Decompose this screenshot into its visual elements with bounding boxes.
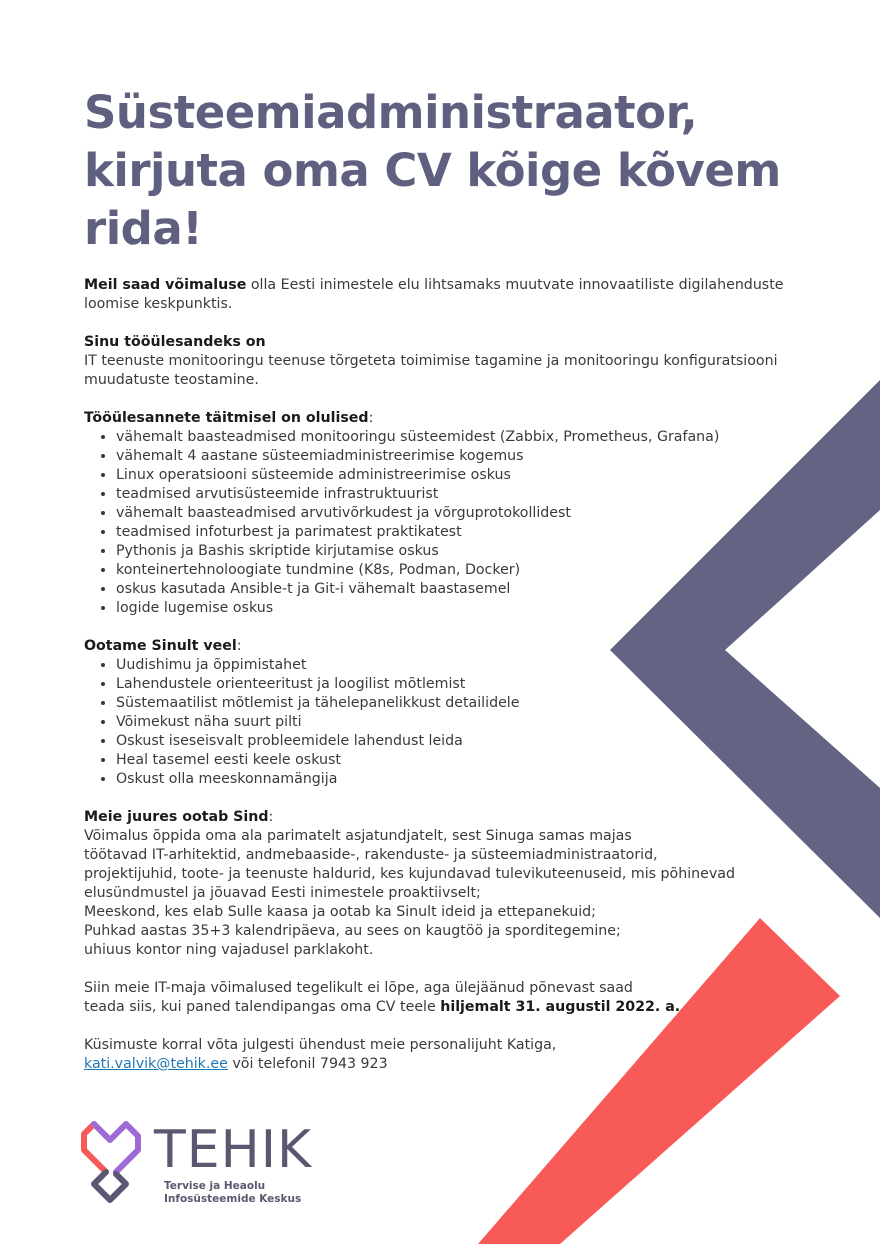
list-item: • teadmised arvutisüsteemide infrastruktuurist — [116, 485, 784, 504]
requirements-colon: : — [368, 410, 374, 426]
offer-line: Meeskond, kes elab Sulle kaasa ja ootab ka Sinult ideid ja ettepanekuid; — [84, 904, 596, 920]
offer-heading-line — [84, 808, 784, 827]
offer-line: uhiuus kontor ning vajadusel parklakoht. — [84, 942, 374, 958]
requirements-heading: Tööülesannete täitmisel on olulised — [84, 410, 369, 426]
email-link[interactable]: kati.valvik@tehik.ee — [84, 1056, 228, 1072]
offer-heading: Meie juures ootab Sind — [84, 809, 269, 825]
task-section — [84, 333, 784, 390]
list-item: • Süstemaatilist mõtlemist ja tähelepanelikkust detailidele — [116, 694, 784, 713]
list-item: • oskus kasutada Ansible-t ja Git-i vähemalt baastasemel — [116, 580, 784, 599]
heart-logo-icon — [80, 1120, 144, 1206]
list-item: • Uudishimu ja õppimistahet — [116, 656, 784, 675]
offer-colon: : — [268, 809, 274, 825]
closing-line-1: Siin meie IT-maja võimalused tegelikult ei lõpe, aga ülejäänud põnevast saad — [84, 980, 633, 996]
list-item: • Lahendustele orienteeritust ja loogilist mõtlemist — [116, 675, 784, 694]
expectations-heading: Ootame Sinult veel — [84, 638, 237, 654]
task-text: IT teenuste monitooringu teenuse tõrgeteta toimimise tagamine ja monitooringu konfiguratsiooni muudatuste teostamine. — [84, 353, 778, 388]
closing-text: teada siis, kui paned talendipangas oma CV teele — [84, 999, 441, 1015]
list-item: • logide lugemise oskus — [116, 599, 784, 618]
expectations-list — [84, 656, 784, 789]
closing-line-2 — [84, 998, 784, 1017]
list-item: • Oskust iseseisvalt probleemidele lahendust leida — [116, 732, 784, 751]
logo-subtitle-line-2: Infosüsteemide Keskus — [164, 1193, 302, 1205]
task-heading: Sinu tööülesandeks on — [84, 334, 266, 350]
job-ad-content — [84, 84, 784, 1074]
requirements-heading-line — [84, 409, 784, 428]
list-item: • konteinertehnoloogiate tundmine (K8s, Podman, Docker) — [116, 561, 784, 580]
phone-text: või telefonil 7943 923 — [227, 1056, 388, 1072]
contact-line — [84, 1055, 784, 1074]
contact-section — [84, 1036, 784, 1074]
intro-bold: Meil saad võimaluse — [84, 277, 247, 293]
intro-text: olla Eesti inimestele elu lihtsamaks muutvate innovaatiliste digilahenduste loomise keskpunktis. — [84, 277, 784, 312]
expectations-colon: : — [236, 638, 242, 654]
requirements-section — [84, 409, 784, 618]
logo-wordmark: TEHIK — [154, 1120, 313, 1180]
logo-subtitle — [164, 1180, 301, 1206]
list-item: • vähemalt baasteadmised arvutivõrkudest ja võrguprotokollidest — [116, 504, 784, 523]
page-title: Süsteemiadministraator, kirjuta oma CV kõige kõvem rida! — [84, 86, 781, 255]
contact-text: Küsimuste korral võta julgesti ühendust meie personalijuht Katiga, — [84, 1037, 557, 1053]
list-item: • Võimekust näha suurt pilti — [116, 713, 784, 732]
intro-paragraph — [84, 276, 784, 314]
deadline: hiljemalt 31. augustil 2022. a. — [440, 999, 681, 1015]
offer-line: projektijuhid, toote- ja teenuste haldurid, kes kujundavad tulevikuteenuseid, mis põhinevad — [84, 866, 735, 882]
offer-line: elusündmustel ja jõuavad Eesti inimestele proaktiivselt; — [84, 885, 481, 901]
logo-subtitle-line-1: Tervise ja Heaolu — [164, 1180, 266, 1192]
list-item: • Pythonis ja Bashis skriptide kirjutamise oskus — [116, 542, 784, 561]
requirements-list — [84, 428, 784, 618]
list-item: • teadmised infoturbest ja parimatest praktikatest — [116, 523, 784, 542]
offer-section — [84, 808, 784, 960]
tehik-logo — [80, 1118, 340, 1208]
offer-line: Puhkad aastas 35+3 kalendripäeva, au sees on kaugtöö ja sporditegemine; — [84, 923, 621, 939]
list-item: • Heal tasemel eesti keele oskust — [116, 751, 784, 770]
list-item: • Linux operatsiooni süsteemide administreerimise oskus — [116, 466, 784, 485]
list-item: • vähemalt 4 aastane süsteemiadministreerimise kogemus — [116, 447, 784, 466]
closing-section — [84, 979, 784, 1017]
expectations-heading-line — [84, 637, 784, 656]
offer-line: Võimalus õppida oma ala parimatelt asjatundjatelt, sest Sinuga samas majas — [84, 828, 632, 844]
list-item: • vähemalt baasteadmised monitooringu süsteemidest (Zabbix, Prometheus, Grafana) — [116, 428, 784, 447]
offer-line: töötavad IT-arhitektid, andmebaaside-, rakenduste- ja süsteemiadministraatorid, — [84, 847, 658, 863]
expectations-section — [84, 637, 784, 789]
list-item: • Oskust olla meeskonnamängija — [116, 770, 784, 789]
